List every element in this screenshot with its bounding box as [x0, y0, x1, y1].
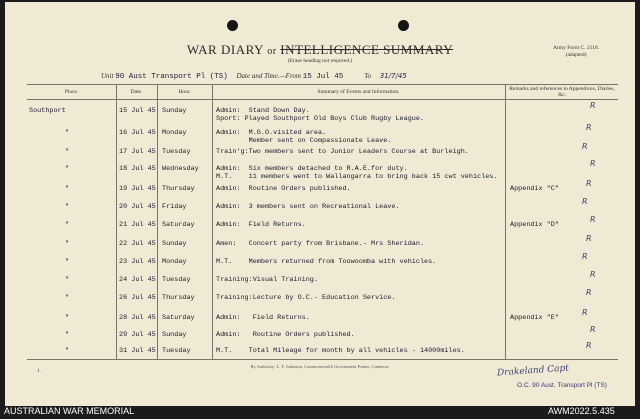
entry-summary: M.T. Total Mileage for month by all vehicles - 14000miles. — [216, 347, 465, 355]
entry-day: Sunday — [162, 331, 187, 339]
entry-place: " — [65, 185, 70, 193]
entry-summary: Amen: Concert party from Brisbane.- Mrs Sheridan. — [216, 240, 425, 248]
form-number: Army Form C. 2118. (adapted) — [553, 45, 600, 58]
unit-line: Unit 90 Aust Transport Pl (TS) Date and Time.—From 15 Jul 45 To 31/7/45 — [101, 72, 407, 81]
entry-summary: Admin: Routine Orders published. — [216, 331, 355, 339]
entry-day: Sunday — [162, 240, 187, 248]
entry-place: " — [65, 294, 70, 302]
entry-summary: Admin: Field Returns. — [216, 314, 310, 322]
entry-initial: R — [582, 308, 588, 317]
signature-block: O.C. 90 Aust. Transport Pl (TS) — [517, 382, 607, 389]
entry-summary: M.T. 11 members went to Wallangarra to bring back 15 cwt vehicles. — [216, 173, 498, 181]
entry-date: 28 Jul 45 — [119, 314, 156, 322]
punch-hole — [227, 20, 238, 31]
caption-left: AUSTRALIAN WAR MEMORIAL — [4, 406, 135, 416]
entry-date: 24 Jul 45 — [119, 276, 156, 284]
entry-place: " — [65, 347, 70, 355]
entry-summary: Admin: Field Returns. — [216, 221, 306, 229]
entry-initial: R — [590, 325, 596, 334]
entry-date: 18 Jul 45 — [119, 165, 156, 173]
entry-initial: R — [586, 234, 592, 243]
entry-day: Tuesday — [162, 276, 191, 284]
entry-date: 20 Jul 45 — [119, 203, 156, 211]
entry-date: 17 Jul 45 — [119, 148, 156, 156]
entry-summary: Admin: Routine Orders published. — [216, 185, 351, 193]
entry-summary: M.T. Members returned from Toowoomba with vehicles. — [216, 258, 437, 266]
header-summary: Summary of Events and Information. — [317, 89, 400, 95]
entry-remark: Appendix "D" — [510, 221, 559, 229]
entry-date: 19 Jul 45 — [119, 185, 156, 193]
entry-date: 22 Jul 45 — [119, 240, 156, 248]
entry-date: 26 Jul 45 — [119, 294, 156, 302]
header-remarks: Remarks and references to Appendices, Diaries, &c. — [509, 86, 615, 98]
entry-initial: R — [586, 123, 592, 132]
entry-day: Tuesday — [162, 148, 191, 156]
entry-place: " — [65, 314, 70, 322]
entry-day: Friday — [162, 203, 187, 211]
signature: Drakeland Capt — [496, 363, 570, 379]
unit-value: 90 Aust Transport Pl (TS) — [115, 73, 228, 81]
entry-summary: Training:Lecture by O.C.- Education Service. — [216, 294, 396, 302]
entry-remark: Appendix "C" — [510, 185, 559, 193]
entry-initial: R — [582, 142, 588, 151]
entry-day: Saturday — [162, 314, 195, 322]
entry-place: " — [65, 165, 70, 173]
column-rule — [212, 84, 213, 360]
to-date: 31/7/45 — [379, 72, 407, 80]
entry-initial: R — [586, 341, 592, 350]
entry-place: " — [65, 203, 70, 211]
entry-summary: Sport: Played Southport Old Boys Club Rugby League. — [216, 115, 425, 123]
entry-place: " — [65, 258, 70, 266]
entry-summary: Training:Visual Training. — [216, 276, 318, 284]
header-hour: Hour. — [178, 89, 191, 95]
entry-initial: R — [590, 101, 596, 110]
punch-hole — [398, 20, 409, 31]
column-rule — [116, 84, 117, 360]
entry-day: Monday — [162, 258, 187, 266]
entry-summary: Admin: M.G.O.visited area. — [216, 129, 327, 137]
entry-place: Southport — [29, 107, 66, 115]
entry-place: " — [65, 221, 70, 229]
entry-place: " — [65, 240, 70, 248]
entry-date: 15 Jul 45 — [119, 107, 156, 115]
entry-date: 21 Jul 45 — [119, 221, 156, 229]
header-place: Place. — [64, 89, 79, 95]
entry-place: " — [65, 331, 70, 339]
entry-initial: R — [582, 197, 588, 206]
entry-day: Thursday — [162, 294, 195, 302]
entry-summary: Member sent on Compassionate Leave. — [216, 137, 392, 145]
entry-initial: R — [590, 215, 596, 224]
entry-place: " — [65, 276, 70, 284]
entry-place: " — [65, 148, 70, 156]
header-date: Date. — [130, 89, 143, 95]
entry-initial: R — [590, 159, 596, 168]
printer-authority: By Authority: L. F. Johnston, Commonwealth Government Printer, Canberra. — [250, 364, 390, 369]
diary-page — [5, 2, 635, 406]
entry-summary: Admin: Six members detached to R.A.E.for duty. — [216, 165, 408, 173]
entry-day: Saturday — [162, 221, 195, 229]
entry-date: 16 Jul 45 — [119, 129, 156, 137]
entry-date: 31 Jul 45 — [119, 347, 156, 355]
entry-initial: R — [586, 179, 592, 188]
entry-day: Sunday — [162, 107, 187, 115]
entry-place: " — [65, 129, 70, 137]
column-rule — [157, 84, 158, 360]
entry-date: 29 Jul 45 — [119, 331, 156, 339]
page-number: 1. — [37, 369, 41, 374]
entry-summary: Admin: 3 members sent on Recreational Leave. — [216, 203, 400, 211]
entry-day: Monday — [162, 129, 187, 137]
entry-summary: Train'g:Two members sent to Junior Leaders Course at Burleigh. — [216, 148, 469, 156]
title-note: (Erase heading not required.) — [287, 58, 353, 64]
entry-summary: Admin: Stand Down Day. — [216, 107, 310, 115]
entry-day: Wednesday — [162, 165, 199, 173]
entry-remark: Appendix "E" — [510, 314, 559, 322]
page-title: WAR DIARY or INTELLIGENCE SUMMARY — [186, 42, 454, 57]
entry-date: 23 Jul 45 — [119, 258, 156, 266]
entry-day: Thursday — [162, 185, 195, 193]
entry-initial: R — [590, 270, 596, 279]
from-date: 15 Jul 45 — [302, 73, 344, 81]
caption-right: AWM2022.5.435 — [548, 406, 615, 416]
entry-initial: R — [586, 288, 592, 297]
entry-initial: R — [582, 252, 588, 261]
entry-day: Tuesday — [162, 347, 191, 355]
column-rule — [505, 84, 506, 360]
